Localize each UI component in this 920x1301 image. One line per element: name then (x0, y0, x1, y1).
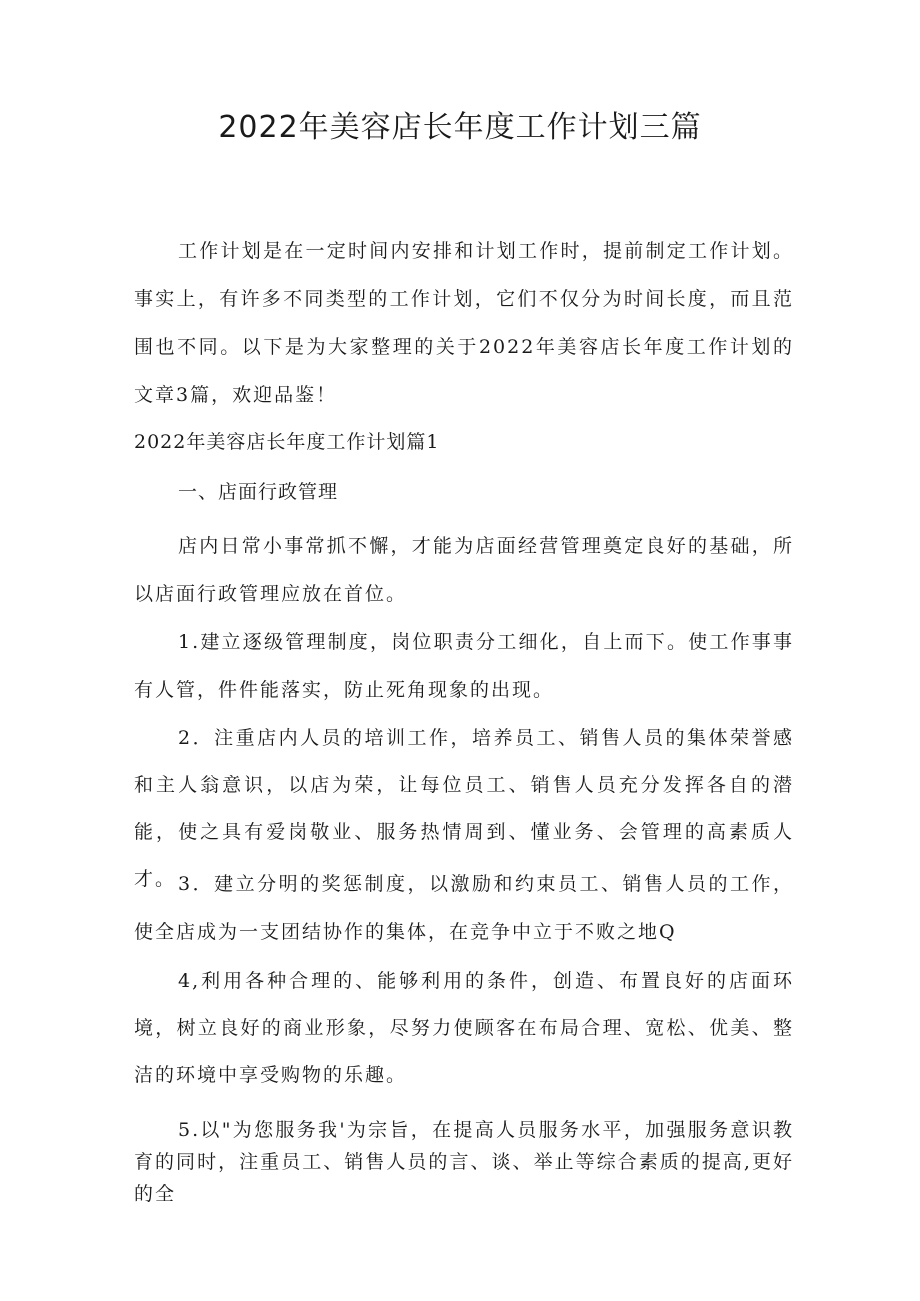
section-heading: 2022年美容店长年度工作计划篇1 (134, 431, 440, 453)
intro-paragraph: 工作计划是在一定时间内安排和计划工作时，提前制定工作计划。事实上，有许多不同类型的工作计划，它们不仅分为时间长度，而且范围也不同。以下是为大家整理的关于2022年美容店长年度工作计划的文章3篇，欢迎品鉴！ (134, 240, 794, 406)
paragraph-2: 1.建立逐级管理制度，岗位职责分工细化，自上而下。使工作事事有人管，件件能落实，防止死角现象的出现。 (134, 631, 794, 701)
paragraph-6: 5.以"为您服务我'为宗旨，在提高人员服务水平，加强服务意识教育的同时，注重员工、销售人员的言、谈、举止等综合素质的提高,更好的全 (134, 1119, 794, 1205)
paragraph-1: 店内日常小事常抓不懈，才能为店面经营管理奠定良好的基础，所以店面行政管理应放在首位。 (134, 535, 794, 605)
paragraph-4: 3．建立分明的奖惩制度，以激励和约束员工、销售人员的工作，使全店成为一支团结协作的集体，在竞争中立于不败之地Q (134, 873, 794, 943)
document-title: 2022年美容店长年度工作计划三篇 (218, 110, 702, 145)
paragraph-5: 4,利用各种合理的、能够利用的条件，创造、布置良好的店面环境，树立良好的商业形象，尽努力使顾客在布局合理、宽松、优美、整洁的环境中享受购物的乐趣。 (134, 970, 794, 1086)
paragraph-3: 2．注重店内人员的培训工作，培养员工、销售人员的集体荣誉感和主人翁意识，以店为荣，让每位员工、销售人员充分发挥各自的潜能，使之具有爱岗敬业、服务热情周到、懂业务、会管理的高素质人才。 (134, 727, 794, 890)
subheading: 一、店面行政管理 (178, 481, 339, 503)
